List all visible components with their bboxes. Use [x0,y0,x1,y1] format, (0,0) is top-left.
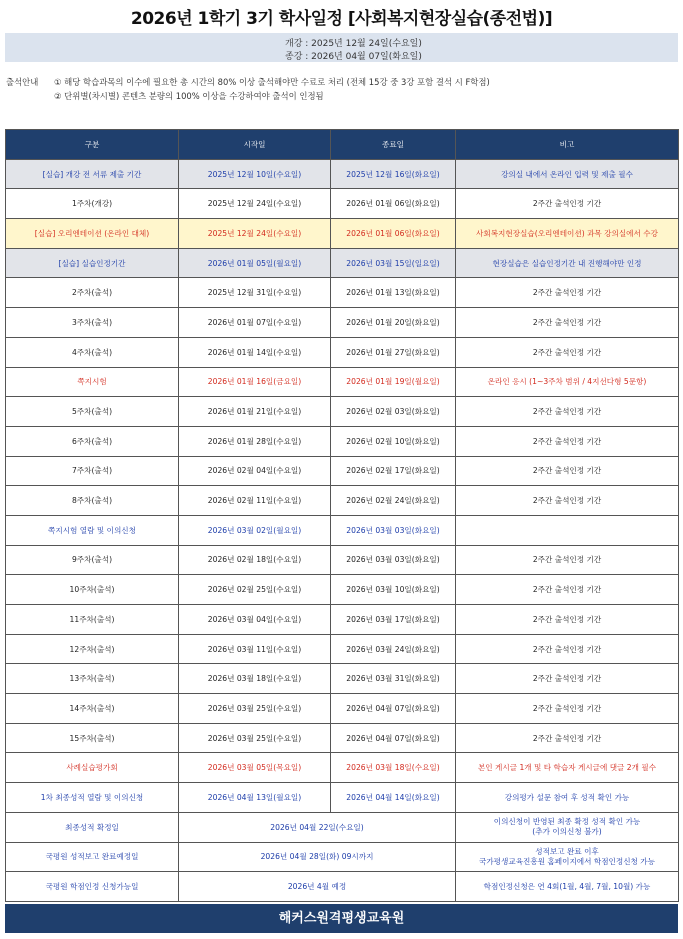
row-note: 2주간 출석인정 기간 [456,664,679,694]
table-row [6,634,679,664]
row-label: 국평원 학점인정 신청가능일 [6,872,179,902]
row-note: 2주간 출석인정 기간 [456,486,679,516]
row-end: 2026년 01월 27일(화요일) [331,337,456,367]
row-label: 사례실습평가회 [6,753,179,783]
row-start: 2025년 12월 24일(수요일) [179,189,331,219]
row-label: 6주차(출석) [6,426,179,456]
row-end: 2026년 03월 15일(일요일) [331,248,456,278]
table-row [6,812,679,842]
row-start: 2026년 01월 07일(수요일) [179,308,331,338]
header-category: 구분 [6,130,179,160]
header-end: 종료일 [331,130,456,160]
row-note: 현장실습은 실습인정기간 내 진행해야만 인정 [456,248,679,278]
row-end: 2025년 12월 16일(화요일) [331,159,456,189]
row-note: 학점인정신청은 연 4회(1월, 4월, 7월, 10월) 가능 [456,872,679,902]
row-label: 7주차(출석) [6,456,179,486]
row-note: 2주간 출석인정 기간 [456,426,679,456]
row-start: 2026년 01월 21일(수요일) [179,397,331,427]
row-label: [실습] 개강 전 서류 제출 기간 [6,159,179,189]
table-row [6,278,679,308]
table-row [6,842,679,872]
schedule-table [5,129,679,902]
row-label: 9주차(출석) [6,545,179,575]
notice-label: 출석안내 [6,77,39,87]
open-date: 개강 : 2025년 12월 24일(수요일) [285,39,422,49]
row-start: 2025년 12월 24일(수요일) [179,219,331,249]
row-note: 이의신청이 반영된 최종 확정 성적 확인 가능 (추가 이의신청 불가) [456,812,679,842]
footer-brand: 해커스원격평생교육원 [5,904,678,933]
row-label: 쪽지시험 [6,367,179,397]
row-note: 2주간 출석인정 기간 [456,337,679,367]
table-row [6,308,679,338]
page-title: 2026년 1학기 3기 학사일정 [사회복지현장실습(종전법)] [130,9,553,29]
row-end: 2026년 02월 24일(화요일) [331,486,456,516]
row-end: 2026년 03월 03일(화요일) [331,545,456,575]
row-end: 2026년 04월 07일(화요일) [331,694,456,724]
row-label: 1차 최종성적 열람 및 이의신청 [6,783,179,813]
row-end: 2026년 01월 20일(화요일) [331,308,456,338]
header-start: 시작일 [179,130,331,160]
row-start: 2026년 01월 05일(월요일) [179,248,331,278]
row-label: 8주차(출석) [6,486,179,516]
table-row [6,189,679,219]
table-row [6,545,679,575]
row-note: 온라인 응시 (1~3주차 범위 / 4지선다형 5문항) [456,367,679,397]
row-end: 2026년 01월 13일(화요일) [331,278,456,308]
row-start: 2026년 01월 28일(수요일) [179,426,331,456]
table-row [6,753,679,783]
row-start: 2026년 03월 25일(수요일) [179,694,331,724]
row-label: 12주차(출석) [6,634,179,664]
row-end: 2026년 04월 14일(화요일) [331,783,456,813]
row-label: 14주차(출석) [6,694,179,724]
row-note: 2주간 출석인정 기간 [456,723,679,753]
table-row [6,575,679,605]
row-start: 2025년 12월 31일(수요일) [179,278,331,308]
row-note: 2주간 출석인정 기간 [456,278,679,308]
row-end: 2026년 03월 24일(화요일) [331,634,456,664]
row-span-value: 2026년 4월 예정 [179,872,456,902]
row-note: 2주간 출석인정 기간 [456,189,679,219]
table-row [6,367,679,397]
row-note: 2주간 출석인정 기간 [456,456,679,486]
row-label: 국평원 성적보고 완료예정일 [6,842,179,872]
row-start: 2026년 01월 14일(수요일) [179,337,331,367]
table-row [6,872,679,902]
table-row [6,397,679,427]
row-start: 2026년 02월 25일(수요일) [179,575,331,605]
table-row [6,248,679,278]
row-start: 2026년 01월 16일(금요일) [179,367,331,397]
row-label: 13주차(출석) [6,664,179,694]
row-end: 2026년 02월 17일(화요일) [331,456,456,486]
notice-item-1: ① 해당 학습과목의 이수에 필요한 총 시간의 80% 이상 출석해야만 수료로 처리 (전체 15강 중 3강 포함 결석 시 F학점) [54,77,490,87]
row-span-value: 2026년 04월 22일(수요일) [179,812,456,842]
table-row [6,219,679,249]
row-start: 2026년 04월 13일(월요일) [179,783,331,813]
row-label: 11주차(출석) [6,605,179,635]
row-start: 2026년 03월 18일(수요일) [179,664,331,694]
table-row [6,337,679,367]
row-end: 2026년 03월 18일(수요일) [331,753,456,783]
row-end: 2026년 03월 17일(화요일) [331,605,456,635]
row-end: 2026년 03월 31일(화요일) [331,664,456,694]
notice-item-2: ② 단위별(차시별) 콘텐츠 분량의 100% 이상을 수강하여야 출석이 인정됨 [54,91,324,101]
row-start: 2026년 03월 04일(수요일) [179,605,331,635]
row-end: 2026년 03월 10일(화요일) [331,575,456,605]
row-note: 사회복지현장실습(오리엔테이션) 과목 강의실에서 수강 [456,219,679,249]
row-label: [실습] 오리엔테이션 (온라인 대체) [6,219,179,249]
row-label: [실습] 실습인정기간 [6,248,179,278]
table-row [6,723,679,753]
row-note: 2주간 출석인정 기간 [456,634,679,664]
row-note: 2주간 출석인정 기간 [456,397,679,427]
row-label: 최종성적 확정일 [6,812,179,842]
row-end: 2026년 01월 06일(화요일) [331,189,456,219]
row-note: 강의실 내에서 온라인 입력 및 제출 필수 [456,159,679,189]
row-end: 2026년 02월 03일(화요일) [331,397,456,427]
row-start: 2026년 03월 05일(목요일) [179,753,331,783]
row-note: 2주간 출석인정 기간 [456,694,679,724]
row-note: 2주간 출석인정 기간 [456,575,679,605]
table-header-row [6,130,679,160]
row-note: 2주간 출석인정 기간 [456,605,679,635]
row-note: 2주간 출석인정 기간 [456,308,679,338]
row-start: 2026년 02월 04일(수요일) [179,456,331,486]
row-end: 2026년 03월 03일(화요일) [331,515,456,545]
row-label: 1주차(개강) [6,189,179,219]
row-label: 2주차(출석) [6,278,179,308]
table-row [6,426,679,456]
table-row [6,456,679,486]
row-note: 본인 게시글 1개 및 타 학습자 게시글에 댓글 2개 필수 [456,753,679,783]
table-row [6,515,679,545]
row-end: 2026년 02월 10일(화요일) [331,426,456,456]
course-dates-box [5,33,678,62]
row-note: 성적보고 완료 이후 국가평생교육진흥원 홈페이지에서 학점인정신청 가능 [456,842,679,872]
table-row [6,159,679,189]
row-start: 2026년 03월 25일(수요일) [179,723,331,753]
row-span-value: 2026년 04월 28일(화) 09시까지 [179,842,456,872]
row-note [456,515,679,545]
row-label: 4주차(출석) [6,337,179,367]
row-end: 2026년 01월 19일(월요일) [331,367,456,397]
table-row [6,694,679,724]
row-label: 15주차(출석) [6,723,179,753]
row-start: 2026년 03월 02일(월요일) [179,515,331,545]
row-label: 10주차(출석) [6,575,179,605]
row-start: 2026년 02월 11일(수요일) [179,486,331,516]
row-label: 쪽지시험 열람 및 이의신청 [6,515,179,545]
table-row [6,664,679,694]
row-start: 2026년 02월 18일(수요일) [179,545,331,575]
row-end: 2026년 01월 06일(화요일) [331,219,456,249]
header-note: 비고 [456,130,679,160]
table-row [6,605,679,635]
table-row [6,783,679,813]
table-row [6,486,679,516]
row-note: 강의평가 설문 참여 후 성적 확인 가능 [456,783,679,813]
row-label: 3주차(출석) [6,308,179,338]
row-end: 2026년 04월 07일(화요일) [331,723,456,753]
row-start: 2025년 12월 10일(수요일) [179,159,331,189]
close-date: 종강 : 2026년 04월 07일(화요일) [285,52,422,62]
row-note: 2주간 출석인정 기간 [456,545,679,575]
row-start: 2026년 03월 11일(수요일) [179,634,331,664]
row-label: 5주차(출석) [6,397,179,427]
